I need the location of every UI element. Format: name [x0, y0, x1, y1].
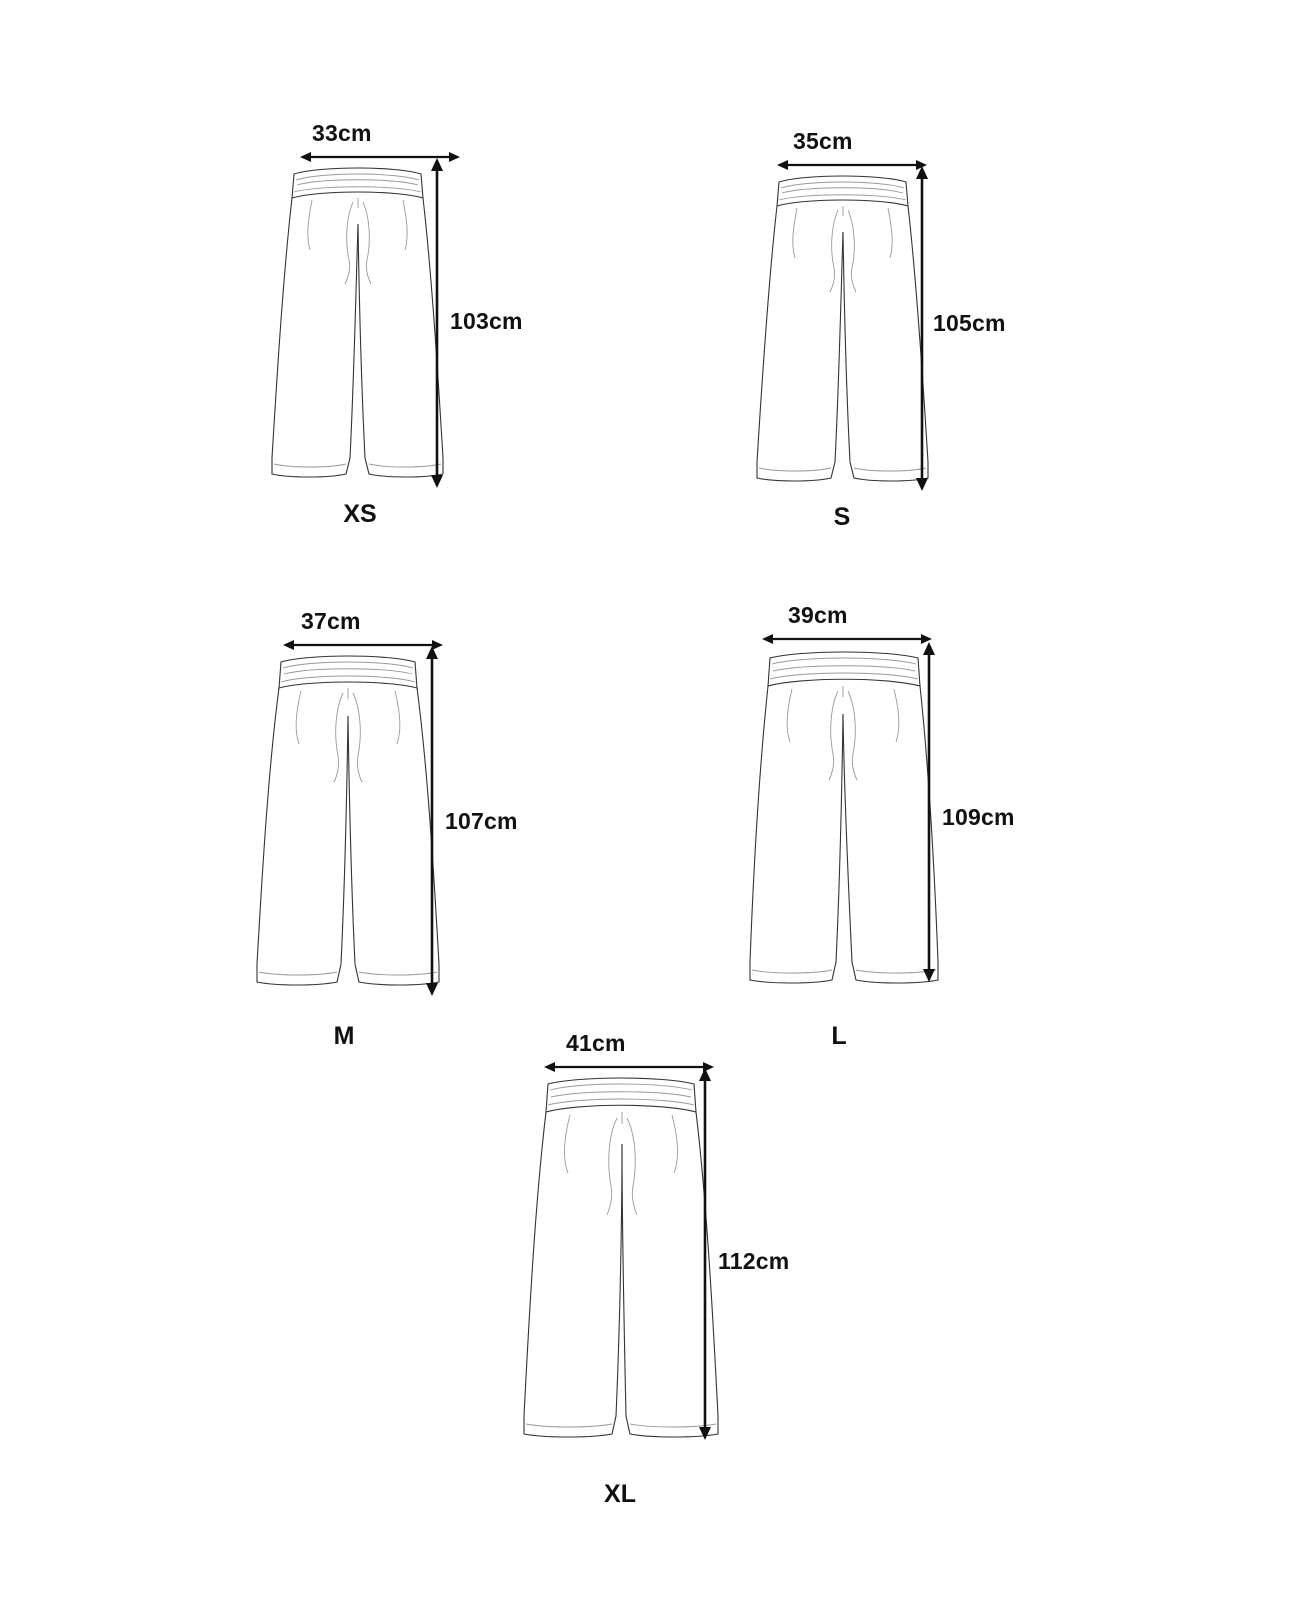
length-label-xl: 112cm — [718, 1248, 790, 1274]
size-cell-l — [730, 602, 1060, 1062]
length-dimension-arrow-m — [423, 646, 441, 996]
size-name-xs: XS — [343, 500, 377, 528]
waist-label-xs: 33cm — [312, 120, 372, 146]
waist-label-l: 39cm — [788, 602, 848, 628]
length-dimension-arrow-s — [913, 166, 931, 491]
size-cell-xs — [250, 120, 580, 550]
size-cell-xl — [500, 1030, 830, 1530]
waist-label-m: 37cm — [301, 608, 361, 634]
size-name-s: S — [833, 503, 851, 531]
size-cell-m — [235, 600, 565, 1060]
length-label-s: 105cm — [933, 310, 1006, 336]
length-dimension-arrow-l — [920, 642, 938, 982]
waist-label-s: 35cm — [793, 128, 853, 154]
size-name-xl: XL — [604, 1480, 636, 1508]
length-label-l: 109cm — [942, 804, 1015, 830]
length-dimension-arrow-xl — [696, 1068, 714, 1440]
size-cell-s — [735, 128, 1065, 558]
waist-label-xl: 41cm — [566, 1030, 626, 1056]
length-label-xs: 103cm — [450, 308, 523, 334]
length-dimension-arrow-xs — [428, 158, 446, 488]
length-label-m: 107cm — [445, 808, 518, 834]
size-name-m: M — [333, 1022, 355, 1050]
size-name-l: L — [831, 1022, 847, 1050]
